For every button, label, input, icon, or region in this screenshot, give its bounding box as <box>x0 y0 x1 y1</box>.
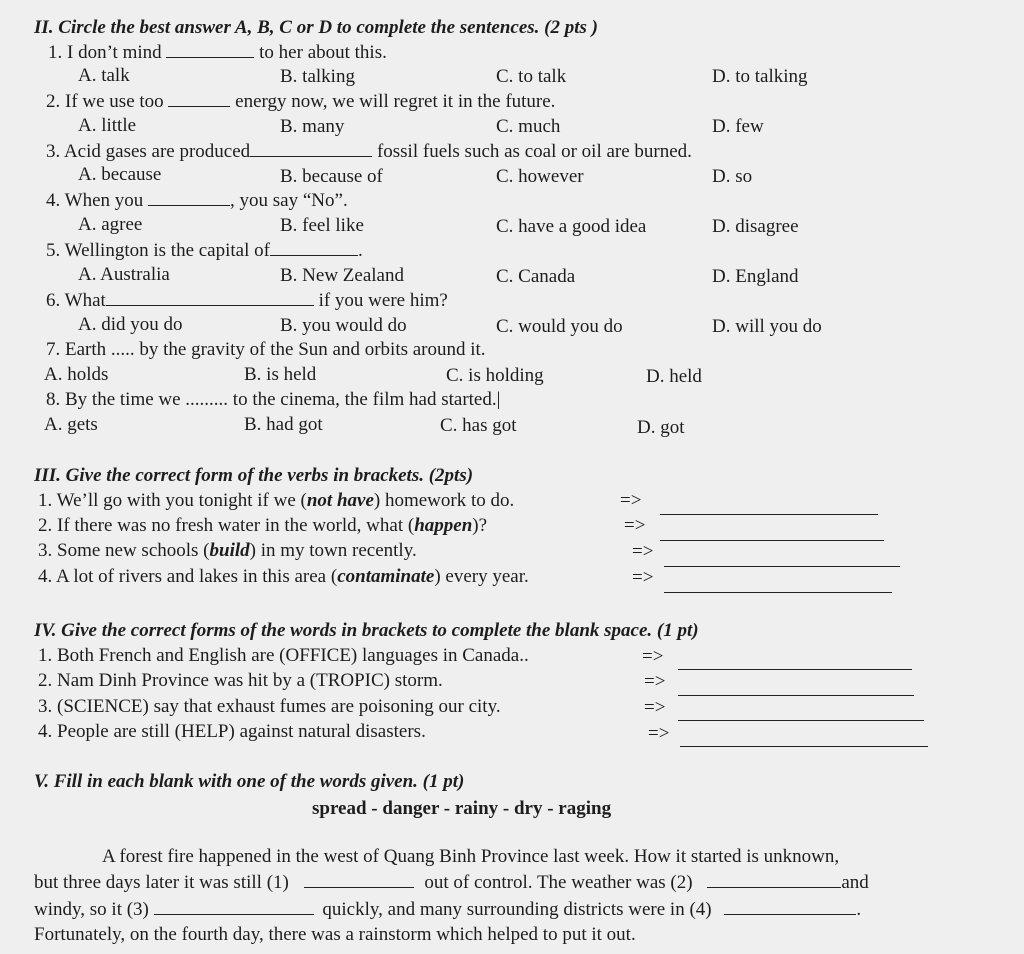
section-4-heading: IV. Give the correct forms of the words in brackets to complete the blank space. (1 pt) <box>34 620 699 641</box>
question-3-post: fossil fuels such as coal or oil are burned. <box>376 141 692 162</box>
q7-option-d[interactable]: D. held <box>646 366 702 387</box>
question-6-pre: 6. What <box>46 290 106 311</box>
passage-line-3-part-c: . <box>856 899 862 920</box>
passage-line-3 <box>34 898 861 921</box>
q4-option-b[interactable]: B. feel like <box>280 215 364 236</box>
passage-line-2-part-b: out of control. The weather was (2) <box>424 872 693 893</box>
question-1-post: to her about this. <box>259 42 387 63</box>
passage-line-2-part-c: and <box>841 872 869 893</box>
question-1-pre: 1. I don’t mind <box>48 42 162 63</box>
passage-blank-3[interactable] <box>154 898 314 915</box>
question-4-blank[interactable] <box>148 189 230 206</box>
q6-option-d[interactable]: D. will you do <box>712 316 822 337</box>
word-item-1: 1. Both French and English are (OFFICE) languages in Canada.. <box>38 645 529 666</box>
question-7: 7. Earth ..... by the gravity of the Sun and orbits around it. <box>46 339 486 360</box>
passage-blank-4[interactable] <box>724 898 856 915</box>
verb-item-2-answer-line[interactable] <box>660 540 884 541</box>
q8-option-d[interactable]: D. got <box>637 417 685 438</box>
question-8: 8. By the time we ......... to the cinema, the film had started.| <box>46 389 501 410</box>
verb-item-4-pre: 4. A lot of rivers and lakes in this area ( <box>38 566 338 587</box>
q6-option-a[interactable]: A. did you do <box>78 314 183 335</box>
word-item-3: 3. (SCIENCE) say that exhaust fumes are poisoning our city. <box>38 696 501 717</box>
verb-item-3-verb: build <box>209 540 250 561</box>
q5-option-d[interactable]: D. England <box>712 266 799 287</box>
verb-item-4-verb: contaminate <box>337 566 435 587</box>
word-item-3-answer-line[interactable] <box>678 720 924 721</box>
verb-item-3-answer-line[interactable] <box>664 566 900 567</box>
verb-item-3-post: ) in my town recently. <box>249 540 417 561</box>
word-item-2-answer-line[interactable] <box>678 695 914 696</box>
q2-option-c[interactable]: C. much <box>496 116 561 137</box>
question-4-post: , you say “No”. <box>230 190 348 211</box>
passage-blank-2[interactable] <box>707 871 841 888</box>
question-1-blank[interactable] <box>166 41 254 58</box>
q1-option-a[interactable]: A. talk <box>78 65 130 86</box>
passage-line-4: Fortunately, on the fourth day, there was a rainstorm which helped to put it out. <box>34 924 636 945</box>
verb-item-4-post: ) every year. <box>434 566 529 587</box>
verb-item-4 <box>38 566 529 588</box>
verb-item-2 <box>38 515 487 537</box>
passage-line-2 <box>34 871 1008 894</box>
verb-item-4-answer-line[interactable] <box>664 592 892 593</box>
q7-option-a[interactable]: A. holds <box>44 364 109 385</box>
word-item-4: 4. People are still (HELP) against natural disasters. <box>38 721 426 742</box>
q2-option-b[interactable]: B. many <box>280 116 345 137</box>
verb-item-2-post: )? <box>472 515 488 536</box>
verb-item-3-pre: 3. Some new schools ( <box>38 540 210 561</box>
q8-option-c[interactable]: C. has got <box>440 415 517 436</box>
q8-option-a[interactable]: A. gets <box>44 414 98 435</box>
verb-item-2-pre: 2. If there was no fresh water in the world, what ( <box>38 515 415 536</box>
question-5-pre: 5. Wellington is the capital of <box>46 240 270 261</box>
q1-option-c[interactable]: C. to talk <box>496 66 567 87</box>
q4-option-d[interactable]: D. disagree <box>712 216 799 237</box>
question-5 <box>46 239 363 262</box>
passage-line-3-part-b: quickly, and many surrounding districts were in (4) <box>322 899 712 920</box>
q3-option-a[interactable]: A. because <box>78 164 162 185</box>
q3-option-d[interactable]: D. so <box>712 166 753 187</box>
word-list: spread - danger - rainy - dry - raging <box>312 798 612 819</box>
q3-option-c[interactable]: C. however <box>496 166 584 187</box>
passage-blank-1[interactable] <box>304 871 414 888</box>
verb-item-1-post: ) homework to do. <box>373 490 515 511</box>
q8-option-b[interactable]: B. had got <box>244 414 323 435</box>
q2-option-d[interactable]: D. few <box>712 116 764 137</box>
word-item-2: 2. Nam Dinh Province was hit by a (TROPIC) storm. <box>38 670 443 691</box>
verb-item-1-verb: not have <box>306 490 374 511</box>
q4-option-a[interactable]: A. agree <box>78 214 143 235</box>
question-2-blank[interactable] <box>168 90 230 107</box>
question-6-post: if you were him? <box>318 290 448 311</box>
passage-line-3-part-a: windy, so it (3) <box>34 899 149 920</box>
q6-option-c[interactable]: C. would you do <box>496 316 623 337</box>
question-3-blank[interactable] <box>250 140 372 157</box>
word-item-2-arrow: => <box>644 671 666 692</box>
q3-option-b[interactable]: B. because of <box>280 166 383 187</box>
word-item-1-answer-line[interactable] <box>678 669 912 670</box>
question-4-pre: 4. When you <box>46 190 144 211</box>
word-item-4-answer-line[interactable] <box>680 746 928 747</box>
q2-option-a[interactable]: A. little <box>78 115 137 136</box>
verb-item-2-verb: happen <box>414 515 473 536</box>
verb-item-1-pre: 1. We’ll go with you tonight if we ( <box>38 490 307 511</box>
question-3-pre: 3. Acid gases are produced <box>46 141 251 162</box>
passage-line-1: A forest fire happened in the west of Quang Binh Province last week. How it started is unknown, <box>102 846 840 867</box>
word-item-4-arrow: => <box>648 723 670 744</box>
verb-item-1-arrow: => <box>620 490 642 511</box>
section-3-heading: III. Give the correct form of the verbs in brackets. (2pts) <box>34 465 474 486</box>
question-5-blank[interactable] <box>270 239 358 256</box>
section-2-heading: II. Circle the best answer A, B, C or D to complete the sentences. (2 pts ) <box>34 17 599 38</box>
verb-item-1 <box>38 490 514 512</box>
question-2-pre: 2. If we use too <box>46 91 164 112</box>
verb-item-3 <box>38 540 417 562</box>
section-5-heading: V. Fill in each blank with one of the words given. (1 pt) <box>34 771 465 792</box>
question-3 <box>46 140 692 163</box>
question-1 <box>48 41 387 64</box>
question-5-post: . <box>357 240 363 261</box>
question-6 <box>46 289 448 312</box>
word-item-1-arrow: => <box>642 646 664 667</box>
q1-option-b[interactable]: B. talking <box>280 66 355 87</box>
q5-option-a[interactable]: A. Australia <box>78 264 170 285</box>
question-6-blank[interactable] <box>106 289 314 306</box>
q7-option-c[interactable]: C. is holding <box>446 365 544 386</box>
word-item-3-arrow: => <box>644 697 666 718</box>
q4-option-c[interactable]: C. have a good idea <box>496 216 647 237</box>
q7-option-b[interactable]: B. is held <box>244 364 317 385</box>
q5-option-b[interactable]: B. New Zealand <box>280 265 404 286</box>
question-2 <box>46 90 555 113</box>
question-4 <box>46 189 348 212</box>
verb-item-2-arrow: => <box>624 515 646 536</box>
verb-item-3-arrow: => <box>632 541 654 562</box>
passage-line-2-part-a: but three days later it was still (1) <box>34 872 289 893</box>
q6-option-b[interactable]: B. you would do <box>280 315 407 336</box>
question-2-post: energy now, we will regret it in the future. <box>235 91 556 112</box>
verb-item-4-arrow: => <box>632 567 654 588</box>
q5-option-c[interactable]: C. Canada <box>496 266 576 287</box>
verb-item-1-answer-line[interactable] <box>660 514 878 515</box>
q1-option-d[interactable]: D. to talking <box>712 66 808 87</box>
